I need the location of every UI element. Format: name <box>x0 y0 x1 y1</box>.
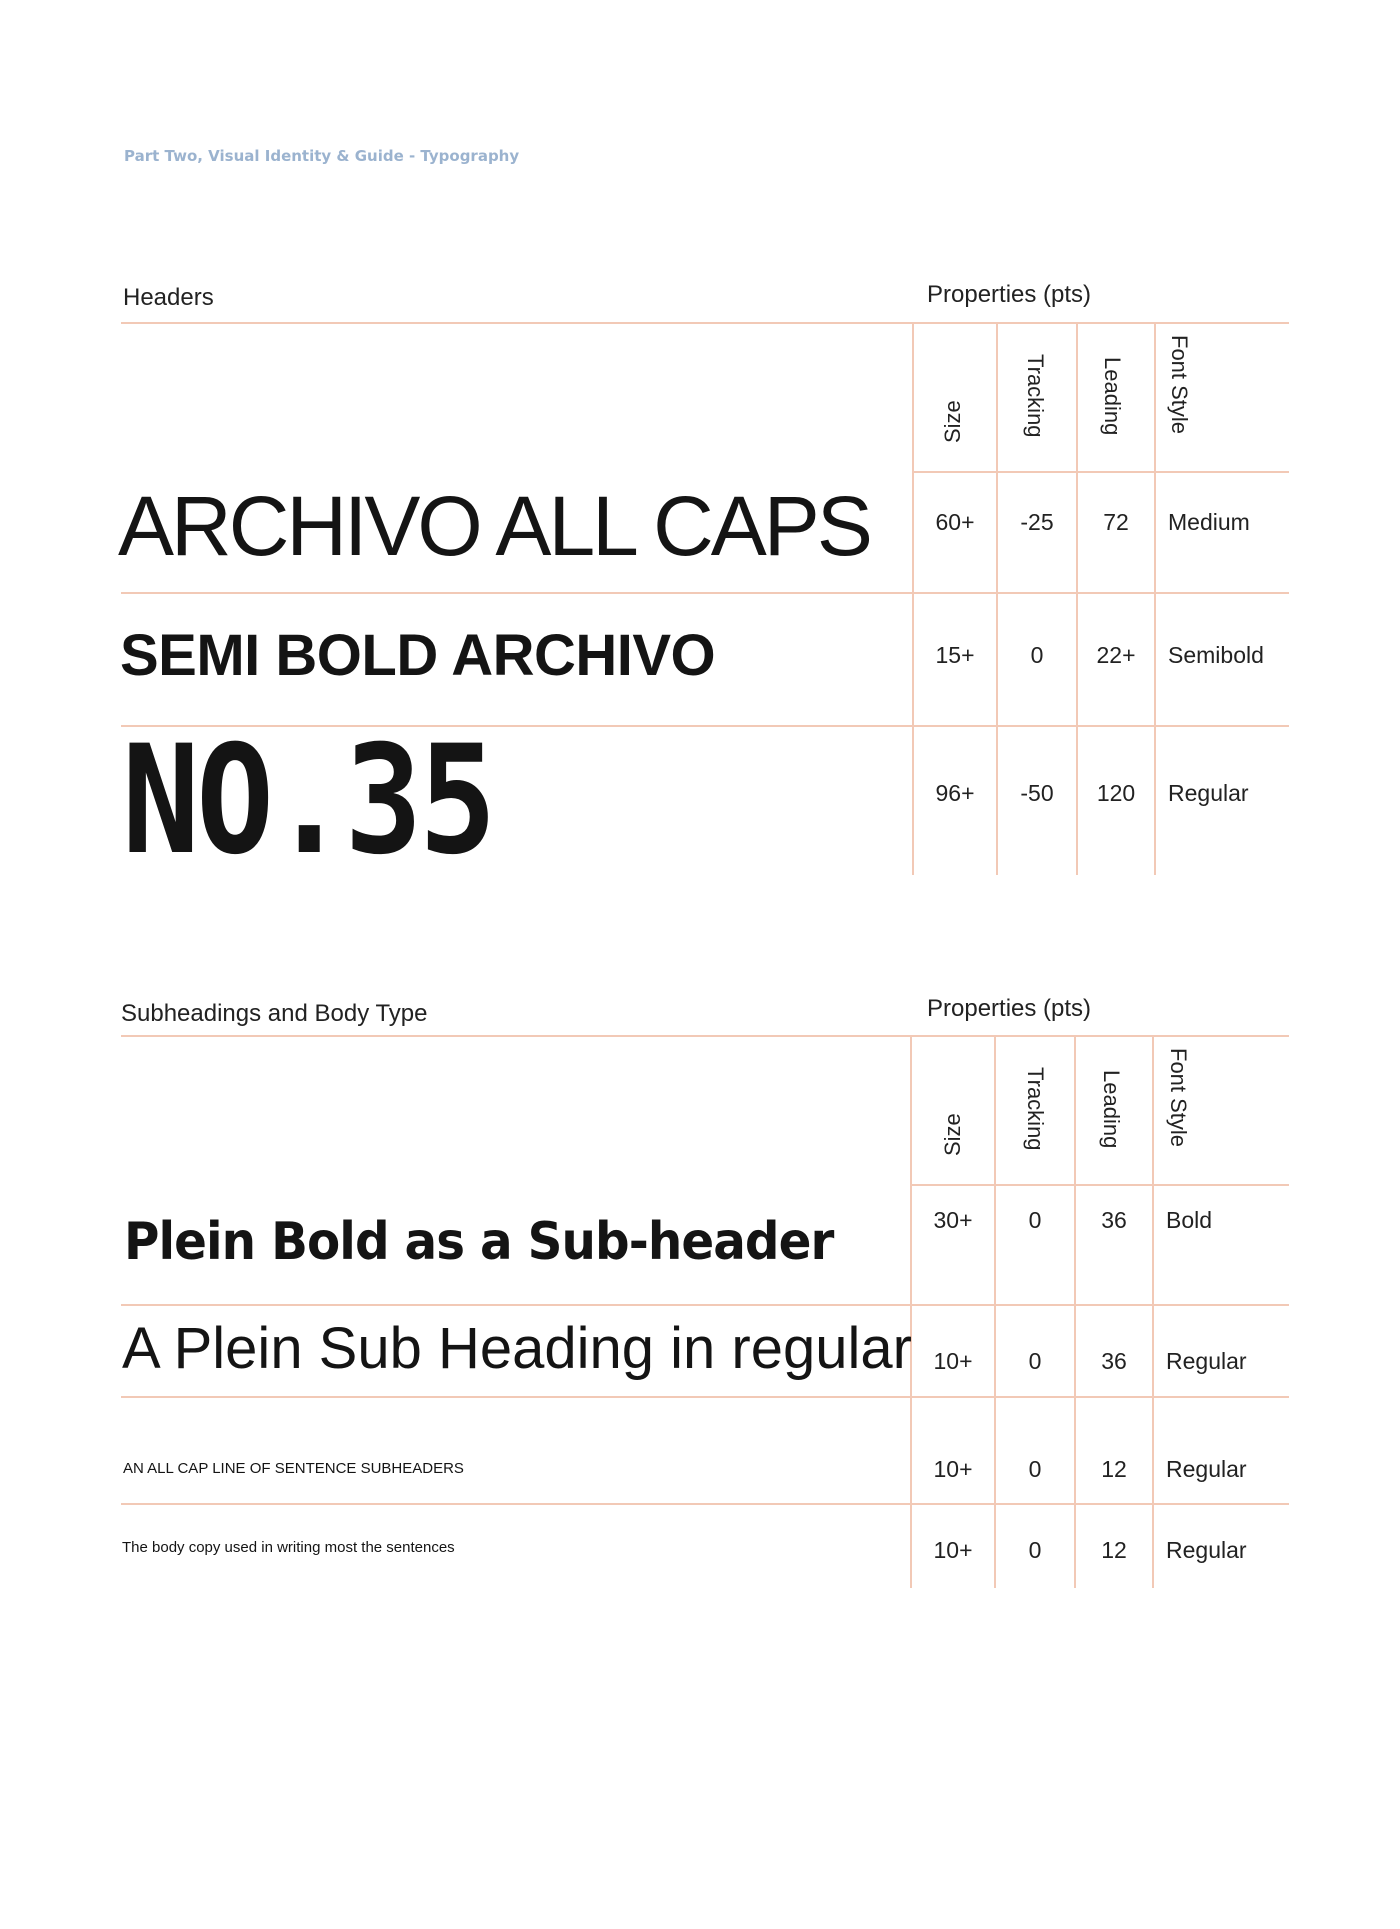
body-row4-size: 10+ <box>933 1537 973 1563</box>
headers-row1-leading: 72 <box>1103 509 1129 535</box>
headers-row2-tracking: 0 <box>1030 642 1044 668</box>
headers-row3-leading: 120 <box>1096 780 1136 806</box>
body-col-size: Size <box>940 1113 965 1156</box>
body-row4-leading: 12 <box>1101 1537 1127 1563</box>
body-col-font-style: Font Style <box>1166 1048 1191 1148</box>
headers-row2-leading: 22+ <box>1096 642 1136 668</box>
body-row2-style: Regular <box>1166 1348 1247 1374</box>
sample-archivo-all-caps: ARCHIVO ALL CAPS <box>118 479 870 573</box>
body-row3-leading: 12 <box>1101 1456 1127 1482</box>
body-col-divider-4 <box>1152 1035 1154 1588</box>
body-row4-tracking: 0 <box>1028 1537 1042 1563</box>
body-col-leading: Leading <box>1099 1070 1124 1149</box>
body-columns-rule <box>911 1184 1289 1186</box>
headers-row3-size: 96+ <box>935 780 975 806</box>
body-row1-leading: 36 <box>1101 1207 1127 1233</box>
headers-row2-style: Semibold <box>1168 642 1264 668</box>
body-row3-style: Regular <box>1166 1456 1247 1482</box>
running-head: Part Two, Visual Identity & Guide - Typography <box>124 147 520 165</box>
sample-plein-sub-heading-regular: A Plein Sub Heading in regular <box>122 1316 912 1381</box>
body-row-divider-1 <box>121 1304 1289 1306</box>
headers-section-label: Headers <box>123 284 214 311</box>
headers-row1-tracking: -25 <box>1020 509 1054 535</box>
headers-col-font-style: Font Style <box>1167 335 1192 435</box>
headers-properties-label: Properties (pts) <box>927 281 1092 308</box>
body-row1-style: Bold <box>1166 1207 1213 1233</box>
body-properties-label: Properties (pts) <box>927 995 1092 1022</box>
body-row2-leading: 36 <box>1101 1348 1127 1374</box>
headers-col-divider-4 <box>1154 322 1156 875</box>
headers-columns-rule <box>913 471 1289 473</box>
body-top-rule <box>121 1035 1289 1037</box>
sample-semi-bold-archivo: SEMI BOLD ARCHIVO <box>120 623 716 688</box>
sample-no-35: NO.35 <box>122 714 494 888</box>
body-col-divider-3 <box>1074 1035 1076 1588</box>
body-row2-size: 10+ <box>933 1348 973 1374</box>
body-col-divider-1 <box>910 1035 912 1588</box>
body-section-label: Subheadings and Body Type <box>121 1000 428 1027</box>
body-row1-size: 30+ <box>933 1207 973 1233</box>
body-col-divider-2 <box>994 1035 996 1588</box>
headers-row-divider-1 <box>121 592 1289 594</box>
headers-top-rule <box>121 322 1289 324</box>
body-row2-tracking: 0 <box>1028 1348 1042 1374</box>
body-col-tracking: Tracking <box>1023 1067 1048 1151</box>
headers-row3-tracking: -50 <box>1020 780 1054 806</box>
headers-row3-style: Regular <box>1168 780 1249 806</box>
headers-col-leading: Leading <box>1100 357 1125 436</box>
sample-plein-bold-subheader: Plein Bold as a Sub-header <box>124 1212 834 1272</box>
headers-row2-size: 15+ <box>935 642 975 668</box>
body-row3-size: 10+ <box>933 1456 973 1482</box>
sample-all-cap-subheaders: AN ALL CAP LINE OF SENTENCE SUBHEADERS <box>123 1460 464 1477</box>
body-row1-tracking: 0 <box>1028 1207 1042 1233</box>
sample-body-copy: The body copy used in writing most the sentences <box>122 1539 455 1556</box>
headers-col-tracking: Tracking <box>1023 354 1048 438</box>
body-row4-style: Regular <box>1166 1537 1247 1563</box>
headers-col-size: Size <box>940 400 965 443</box>
body-row-divider-3 <box>121 1503 1289 1505</box>
headers-row1-size: 60+ <box>935 509 975 535</box>
headers-row1-style: Medium <box>1168 509 1250 535</box>
body-row3-tracking: 0 <box>1028 1456 1042 1482</box>
body-row-divider-2 <box>121 1396 1289 1398</box>
